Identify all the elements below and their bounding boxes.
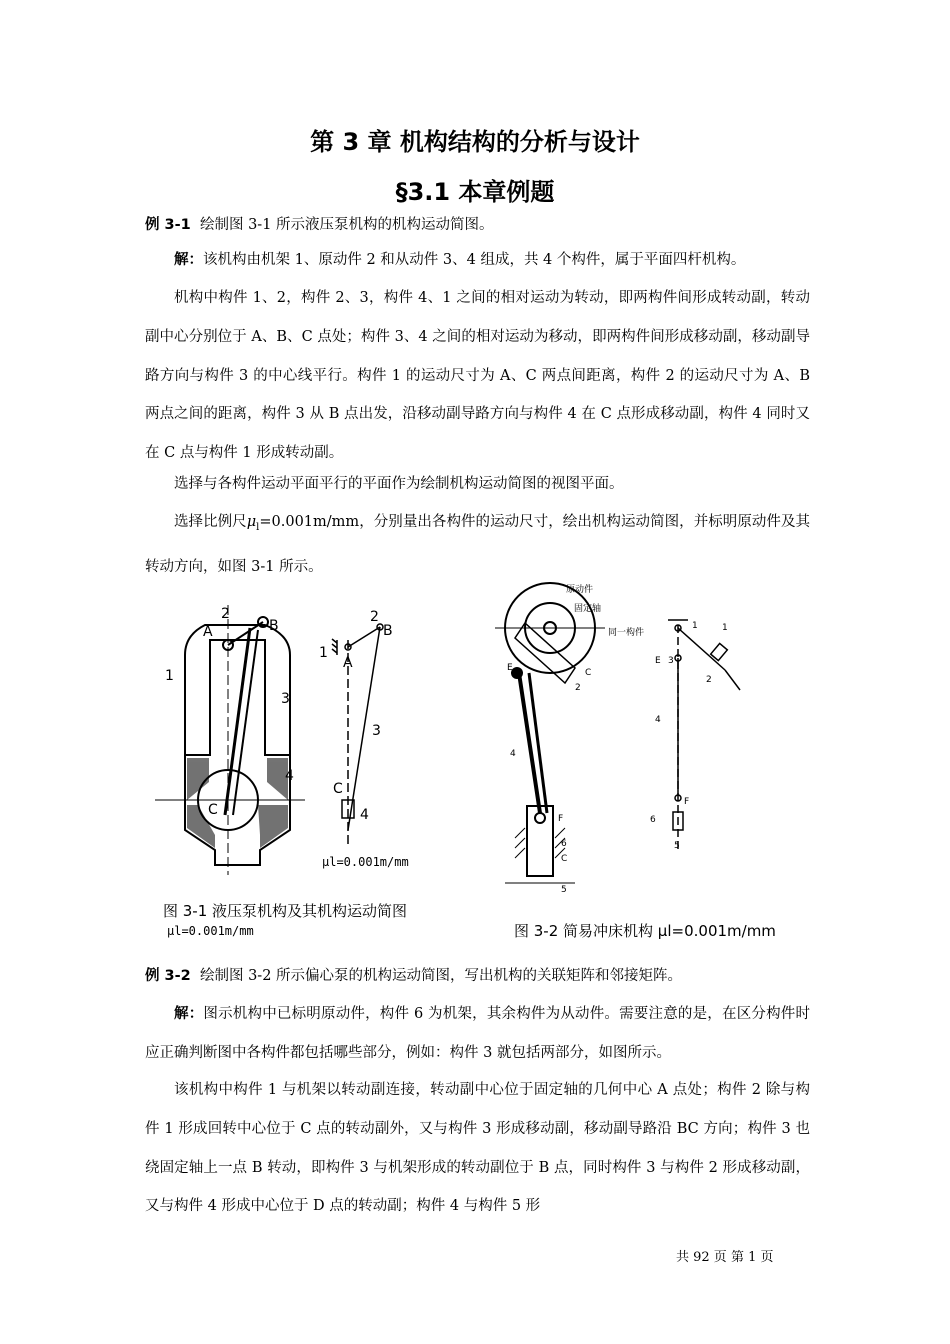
- paragraph-scale: 选择比例尺$\mu_l=0.001m/mm$，分别量出各构件的运动尺寸，绘出机构运动简图，并标明原动件及其转动方向，如图 3-1 所示。: [145, 514, 810, 575]
- solution-2-label: 解：: [174, 1006, 204, 1022]
- svg-text:C: C: [585, 668, 592, 678]
- svg-text:2: 2: [575, 683, 581, 693]
- svg-text:4: 4: [655, 715, 661, 725]
- paragraph-joints: 机构中构件 1、2，构件 2、3，构件 4、1 之间的相对运动为转动，即两构件间形成转动副，转动副中心分别位于 A、B、C 点处；构件 3、4 之间的相对运动为移动，即两构件间形成移动副，移动副导路方向与构件 3 的中心线平行。构件 1 的运动尺寸为 A、C 两点间距离，构件 2 的运动尺寸为 A、B 两点之间的距离，构件 3 从 B 点出发，沿移动副导路方向与构件 4 在 C 点形成移动副，构件 4 同时又在 C 点与构件 1 形成转动副。: [145, 290, 810, 462]
- paragraph-joints-2: 该机构中构件 1 与机架以转动副连接，转动副中心位于固定轴的几何中心 A 点处；构件 2 除与构件 1 形成回转中心位于 C 点的转动副外，又与构件 3 形成移动副，移动副导路沿 BC 方向；构件 3 也绕固定轴上一点 B 转动，即构件 3 与机架形成的转动副位于 B 点，同时构件 3 与构件 2 形成移动副，又与构件 4 形成中心位于 D 点的转动副；构件 4 与构件 5 形: [145, 1082, 810, 1215]
- fig2-label-same-member: 同一构件: [608, 628, 645, 638]
- example-3-1-label: 例 3-1: [145, 217, 191, 233]
- example-3-1-statement: [145, 206, 810, 245]
- svg-text:1: 1: [722, 623, 728, 633]
- figure-3-1-scale: μl=0.001m/mm: [167, 924, 254, 938]
- fig2-label-fixed-axis: 固定轴: [574, 604, 602, 614]
- svg-text:B: B: [383, 623, 393, 639]
- svg-text:3: 3: [668, 656, 674, 666]
- fig1-label-3: 3: [281, 691, 290, 707]
- example-3-1-text: 绘制图 3-1 所示液压泵机构的机构运动简图。: [199, 217, 494, 233]
- fig1-label-c: C: [208, 802, 218, 818]
- pump-mechanism-drawing: [155, 600, 305, 875]
- svg-text:4: 4: [360, 807, 369, 823]
- paragraph-view-plane: 选择与各构件运动平面平行的平面作为绘制机构运动简图的视图平面。: [174, 476, 624, 492]
- figure-3-1-caption: 图 3-1 液压泵机构及其机构运动简图: [163, 902, 408, 920]
- svg-text:5: 5: [674, 841, 680, 851]
- example-3-2-statement: [145, 957, 810, 996]
- svg-text:A: A: [343, 655, 353, 671]
- svg-text:6: 6: [650, 815, 656, 825]
- solution-text: 该机构由机架 1、原动件 2 和从动件 3、4 组成，共 4 个构件，属于平面四杆机构。: [203, 252, 746, 268]
- section-title: §3.1 本章例题: [395, 178, 555, 206]
- solution-2-text: 图示机构中已标明原动件，构件 6 为机架，其余构件为从动件。需要注意的是，在区分构件时应正确判断图中各构件都包括哪些部分，例如：构件 3 就包括两部分，如图所示。: [145, 1006, 810, 1061]
- example-3-2-solution: [145, 995, 810, 1073]
- svg-text:5: 5: [561, 885, 567, 895]
- svg-text:2: 2: [706, 675, 712, 685]
- fig1-diagram-scale: μl=0.001m/mm: [322, 855, 409, 869]
- svg-text:3: 3: [372, 723, 381, 739]
- punch-kinematic-sketch: [640, 600, 750, 860]
- svg-text:F: F: [684, 797, 690, 807]
- example-3-2-text: 绘制图 3-2 所示偏心泵的机构运动简图，写出机构的关联矩阵和邻接矩阵。: [199, 968, 683, 984]
- example-3-1-solution: [145, 241, 810, 280]
- svg-text:F: F: [558, 814, 564, 824]
- svg-text:2: 2: [370, 609, 379, 625]
- fig1-label-2: 2: [221, 606, 230, 622]
- pump-kinematic-sketch: [315, 605, 405, 865]
- svg-text:4: 4: [510, 749, 516, 759]
- figure-3-2-caption: 图 3-2 简易冲床机构 μl=0.001m/mm: [514, 922, 776, 940]
- fig2-label-driver: 原动件: [566, 585, 594, 595]
- svg-text:1: 1: [319, 645, 328, 661]
- page-footer: 共 92 页 第 1 页: [676, 1250, 774, 1265]
- example-3-2-label: 例 3-2: [145, 968, 191, 984]
- punch-press-drawing: [495, 578, 615, 898]
- svg-text:C: C: [561, 854, 568, 864]
- fig1-label-1: 1: [165, 668, 174, 684]
- fig1-label-4: 4: [285, 768, 294, 784]
- fig1-label-b: B: [269, 618, 279, 634]
- solution-label: 解：: [174, 252, 203, 268]
- fig1-label-a: A: [203, 624, 213, 640]
- svg-text:C: C: [333, 781, 343, 797]
- svg-text:E: E: [655, 656, 661, 666]
- svg-text:6: 6: [561, 839, 567, 849]
- svg-text:E: E: [507, 663, 513, 673]
- svg-text:1: 1: [692, 621, 698, 631]
- chapter-title: 第 3 章 机构结构的分析与设计: [310, 128, 640, 156]
